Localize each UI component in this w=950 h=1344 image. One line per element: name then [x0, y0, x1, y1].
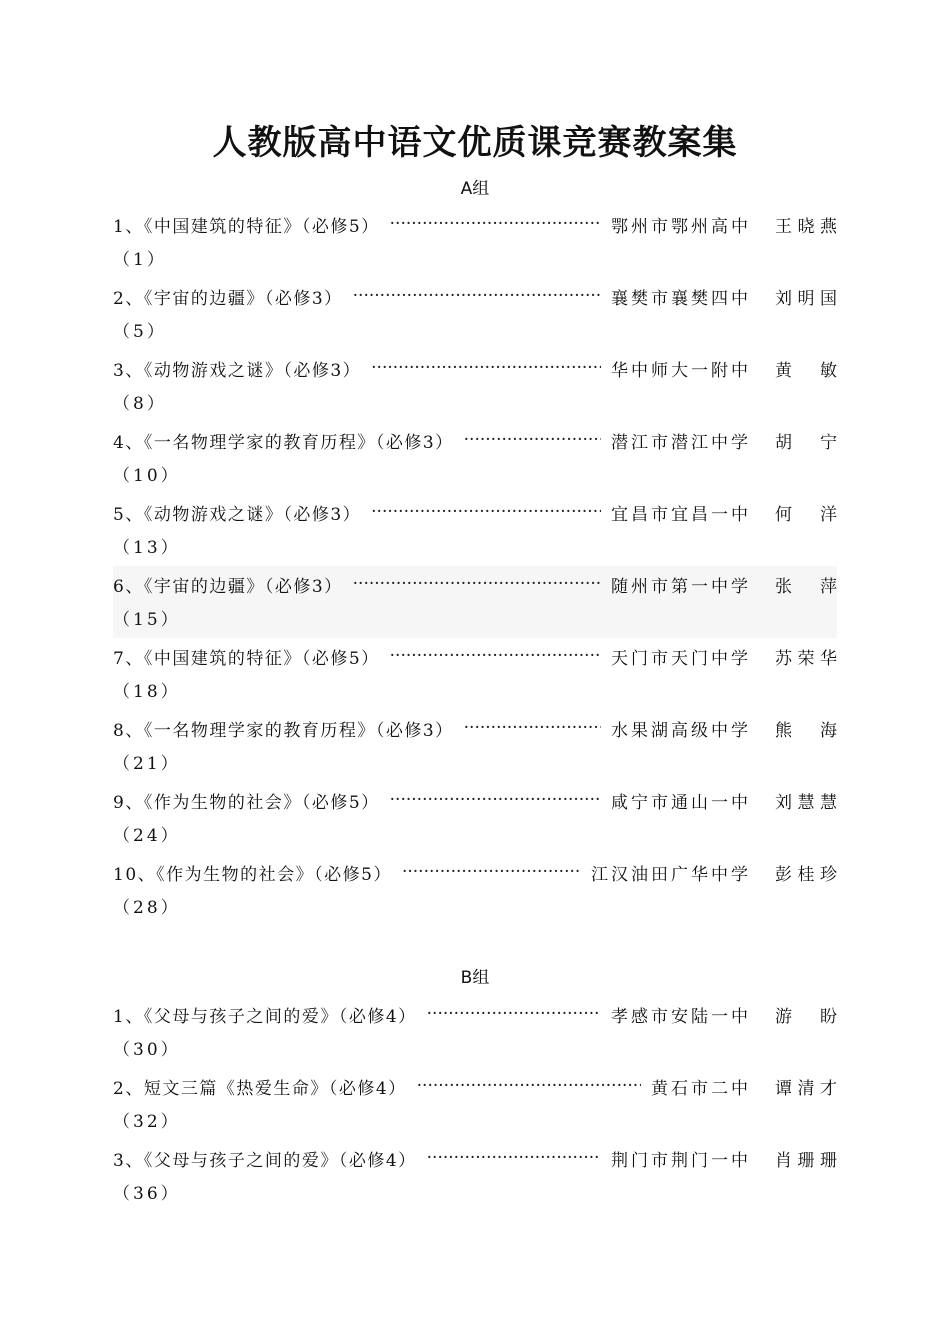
entry-school: 随州市第一中学 [611, 576, 751, 597]
entry-school: 潜江市潜江中学 [611, 432, 751, 453]
entry-page-number: （21） [113, 754, 181, 774]
group-heading-a: A组 [460, 179, 490, 199]
entry-teacher: 肖珊珊 [775, 1150, 837, 1171]
entry-school: 荆门市荆门一中 [611, 1150, 751, 1171]
entry-teacher: 熊 海 [775, 720, 837, 741]
entry-school: 宜昌市宜昌一中 [611, 504, 751, 525]
dot-leader [427, 1148, 601, 1168]
toc-entry [113, 566, 837, 638]
toc-entry [113, 422, 837, 494]
entry-title: 2、短文三篇《热爱生命》（必修4） [113, 1078, 407, 1099]
entry-title: 3、《动物游戏之谜》（必修3） [113, 360, 362, 381]
dot-leader [371, 502, 601, 522]
dot-leader [353, 286, 601, 306]
dot-leader [417, 1076, 641, 1096]
entry-teacher: 黄 敏 [775, 360, 837, 381]
entry-title: 8、《一名物理学家的教育历程》（必修3） [113, 720, 454, 741]
entry-page-number: （30） [113, 1040, 181, 1060]
entry-page-number: （1） [113, 250, 167, 270]
entry-teacher: 刘慧慧 [775, 792, 837, 813]
toc-entry [113, 206, 837, 278]
entry-title: 9、《作为生物的社会》（必修5） [113, 792, 380, 813]
entry-school: 襄樊市襄樊四中 [611, 288, 751, 309]
toc-entry [113, 1140, 837, 1212]
entry-page-number: （28） [113, 898, 181, 918]
entry-teacher: 张 萍 [775, 576, 837, 597]
entry-teacher: 谭清才 [775, 1078, 837, 1099]
toc-entry [113, 350, 837, 422]
entry-teacher: 苏荣华 [775, 648, 837, 669]
entry-page-number: （36） [113, 1184, 181, 1204]
toc-entry [113, 996, 837, 1068]
entry-teacher: 游 盼 [775, 1006, 837, 1027]
entry-school: 孝感市安陆一中 [611, 1006, 751, 1027]
entry-page-number: （32） [113, 1112, 181, 1132]
dot-leader [390, 214, 601, 234]
entry-title: 1、《中国建筑的特征》（必修5） [113, 216, 380, 237]
entry-page-number: （13） [113, 538, 181, 558]
toc-entry [113, 782, 837, 854]
entry-page-number: （24） [113, 826, 181, 846]
page-title: 人教版高中语文优质课竞赛教案集 [212, 123, 738, 163]
entry-school: 江汉油田广华中学 [591, 864, 751, 885]
dot-leader [390, 790, 601, 810]
toc-entry [113, 710, 837, 782]
entry-page-number: （8） [113, 394, 167, 414]
toc-entry [113, 278, 837, 350]
entry-teacher: 何 洋 [775, 504, 837, 525]
entry-title: 4、《一名物理学家的教育历程》（必修3） [113, 432, 454, 453]
entry-page-number: （5） [113, 322, 167, 342]
entry-title: 3、《父母与孩子之间的爱》（必修4） [113, 1150, 417, 1171]
entry-title: 5、《动物游戏之谜》（必修3） [113, 504, 362, 525]
entry-school: 华中师大一附中 [611, 360, 751, 381]
toc-entry [113, 1068, 837, 1140]
entry-title: 2、《宇宙的边疆》（必修3） [113, 288, 343, 309]
entry-school: 黄石市二中 [651, 1078, 751, 1099]
entry-title: 10、《作为生物的社会》（必修5） [113, 864, 392, 885]
entry-page-number: （18） [113, 682, 181, 702]
entry-teacher: 彭桂珍 [775, 864, 837, 885]
entry-teacher: 胡 宁 [775, 432, 837, 453]
dot-leader [464, 430, 601, 450]
dot-leader [371, 358, 601, 378]
dot-leader [427, 1004, 601, 1024]
entry-title: 1、《父母与孩子之间的爱》（必修4） [113, 1006, 417, 1027]
entry-title: 7、《中国建筑的特征》（必修5） [113, 648, 380, 669]
toc-entry [113, 494, 837, 566]
entry-school: 水果湖高级中学 [611, 720, 751, 741]
dot-leader [464, 718, 601, 738]
entry-page-number: （10） [113, 466, 181, 486]
entry-teacher: 王晓燕 [775, 216, 837, 237]
group-heading-b: B组 [460, 968, 490, 988]
entry-school: 鄂州市鄂州高中 [611, 216, 751, 237]
entry-school: 咸宁市通山一中 [611, 792, 751, 813]
dot-leader [402, 862, 581, 882]
entry-school: 天门市天门中学 [611, 648, 751, 669]
entry-title: 6、《宇宙的边疆》（必修3） [113, 576, 343, 597]
toc-entry [113, 854, 837, 926]
dot-leader [353, 574, 601, 594]
dot-leader [390, 646, 601, 666]
entry-page-number: （15） [113, 610, 181, 630]
toc-entry [113, 638, 837, 710]
entry-teacher: 刘明国 [775, 288, 837, 309]
